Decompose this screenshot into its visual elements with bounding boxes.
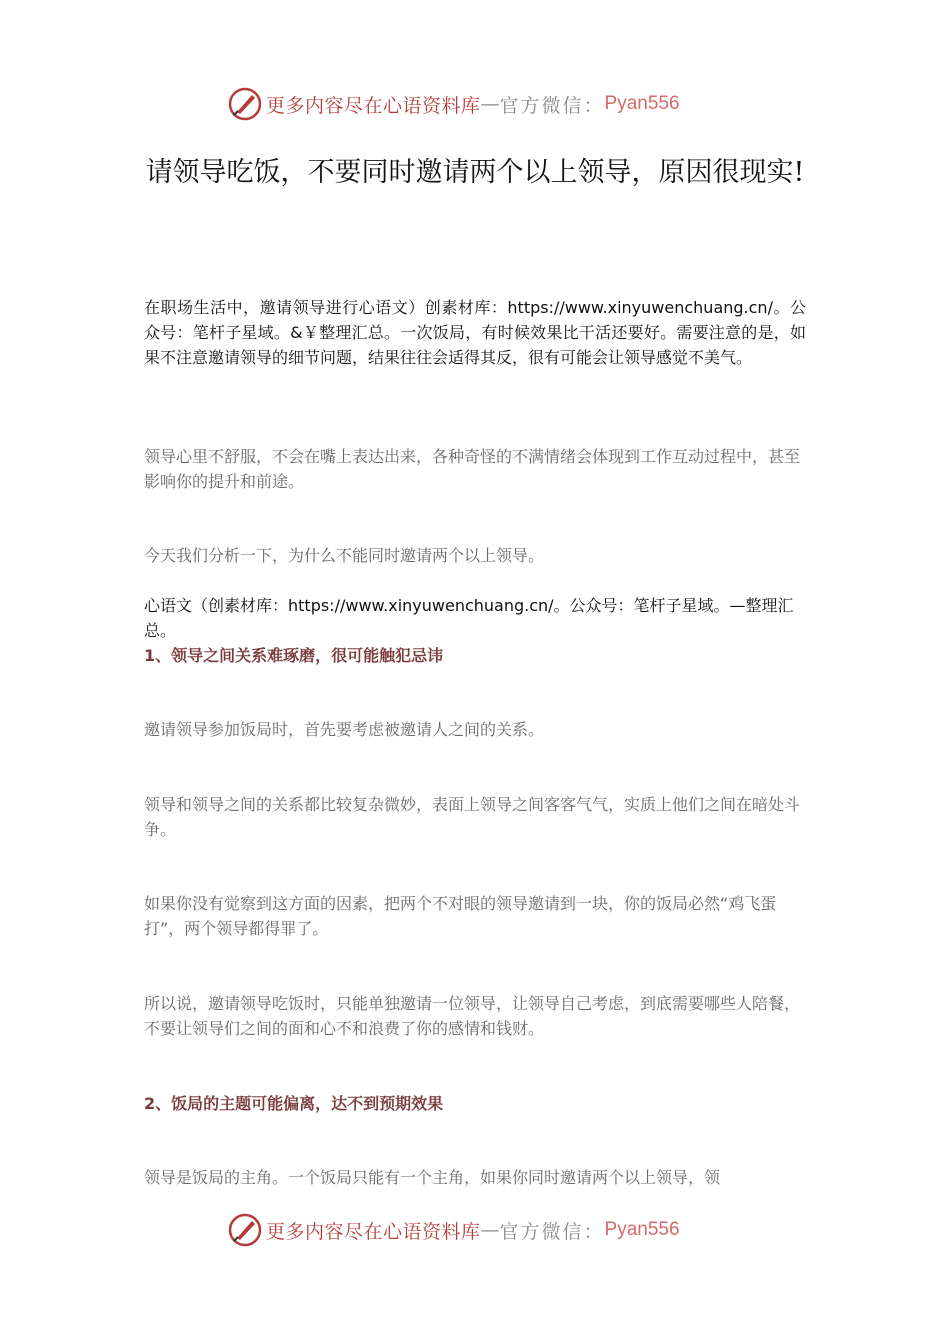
paragraph-intro: 在职场生活中，邀请领导进行心语文）创素材库：https://www.xinyuwenchuang.cn/。公众号：笔杆子星域。&￥整理汇总。一次饭局，有时候效果比干活还要好。需要注意的是，如果不注意邀请领导的细节问题，结果往往会适得其反，很有可能会让领导感觉不美气。 (144, 298, 806, 367)
quill-logo-icon (228, 1213, 262, 1247)
banner-wechat-id: Pyan556 (604, 1219, 680, 1240)
paragraph-6: 领导和领导之间的关系都比较复杂微妙，表面上领导之间客客气气，实质上他们之间在暗处斗争。 (144, 795, 801, 839)
page-title: 请领导吃饭，不要同时邀请两个以上领导，原因很现实! (145, 157, 805, 188)
banner-wechat-label: 官方微信： (499, 1220, 605, 1243)
quill-logo-icon (228, 87, 262, 121)
paragraph-5: 邀请领导参加饭局时，首先要考虑被邀请人之间的关系。 (144, 720, 545, 739)
paragraph-source: 心语文（创素材库：https://www.xinyuwenchuang.cn/。公众号：笔杆子星域。—整理汇总。 (144, 596, 794, 640)
banner-wechat-label: 官方微信： (499, 94, 605, 117)
header-banner (228, 86, 728, 122)
paragraph-8: 所以说，邀请领导吃饭时，只能单独邀请一位领导，让领导自己考虑，到底需要哪些人陪餐，不要让领导们之间的面和心不和浪费了你的感情和钱财。 (144, 994, 801, 1038)
paragraph-9: 领导是饭局的主角。一个饭局只能有一个主角，如果你同时邀请两个以上领导，领 (144, 1168, 721, 1187)
footer-banner (228, 1212, 728, 1248)
banner-wechat-id: Pyan556 (604, 93, 680, 114)
paragraph-7: 如果你没有觉察到这方面的因素，把两个不对眼的领导邀请到一块，你的饭局必然“鸡飞蛋打”，两个领导都得罪了。 (144, 894, 777, 938)
banner-text: 更多内容尽在心语资料库 (266, 1220, 481, 1243)
banner-separator: — (480, 1219, 500, 1241)
section-heading-1: 1、领导之间关系难琢磨，很可能触犯忌讳 (144, 646, 444, 665)
paragraph-2: 领导心里不舒服，不会在嘴上表达出来，各种奇怪的不满情绪会体现到工作互动过程中，甚至影响你的提升和前途。 (144, 447, 801, 491)
banner-text: 更多内容尽在心语资料库 (266, 94, 481, 117)
banner-separator: — (480, 93, 500, 115)
section-heading-2: 2、饭局的主题可能偏离，达不到预期效果 (144, 1094, 444, 1113)
paragraph-3: 今天我们分析一下，为什么不能同时邀请两个以上领导。 (144, 546, 545, 565)
